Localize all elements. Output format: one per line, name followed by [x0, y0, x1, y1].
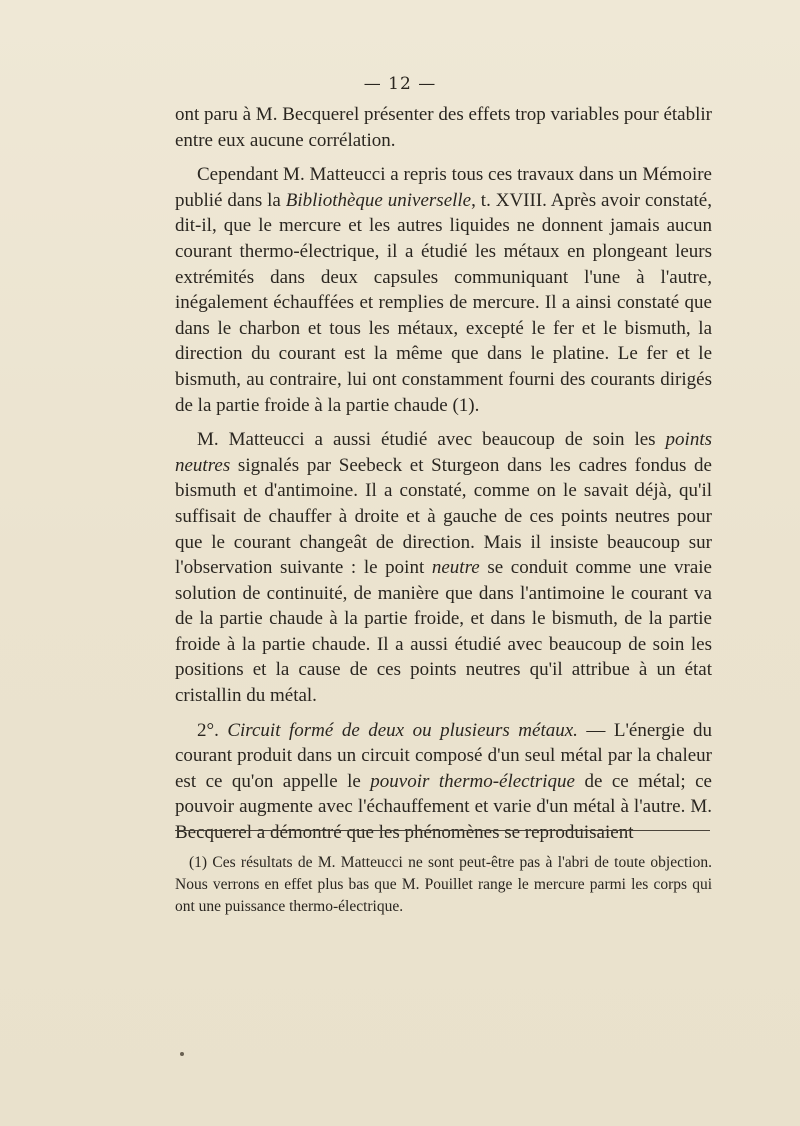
text-run: — L'énergie du courant produit dans un circuit composé d'un seul métal par la chaleur est ce qu'on appelle le [175, 719, 712, 792]
page-number: — 12 — [363, 74, 437, 94]
italic-run: pouvoir thermo-électrique [370, 770, 575, 792]
text-run: de ce métal; ce pouvoir augmente avec l'échauffement et varie d'un métal à l'autre. M. Becquerel a démontré que les phénomènes se reproduisaient [175, 770, 712, 844]
paragraph-4 [175, 718, 712, 846]
paper-speck [180, 1052, 184, 1056]
footnote-text: (1) Ces résultats de M. Matteucci ne sont peut-être pas à l'abri de toute objection. Nous verrons en effet plus bas que M. Pouillet range le mercure parmi les corps qui ont une puissance thermo-électrique. [175, 854, 712, 915]
italic-run: points neutres [175, 429, 712, 476]
paragraph-3 [175, 427, 712, 709]
italic-run: Bibliothèque universelle [285, 189, 472, 211]
italic-run: neutre [431, 557, 480, 579]
footnote [175, 852, 712, 918]
paragraph-1 [175, 102, 712, 153]
italic-run: Circuit formé de deux ou plusieurs métaux. [227, 719, 578, 741]
text-run: 2°. [197, 719, 228, 741]
text-run: signalés par Seebeck et Sturgeon dans les cadres fondus de bismuth et d'antimoine. Il a constaté, comme on le savait déjà, qu'il suffisait de chauffer à droite et à gauche de ces points neutres pour que le courant changeât de direction. Mais il insiste beaucoup sur l'observation suivante : le point [175, 454, 712, 579]
text-run: ont paru à M. Becquerel présenter des effets trop variables pour établir entre eux aucune corrélation. [175, 104, 712, 151]
footnote-rule [175, 830, 710, 831]
text-run: , t. XVIII. Après avoir constaté, dit-il, que le mercure et les autres liquides ne donnent jamais aucun courant thermo-électrique, il a étudié les métaux en plongeant leurs extrémités dans deux capsules communiquant l'une à l'autre, inégalement échauffées et remplies de mercure. Il a ainsi constaté que dans le charbon et tous les métaux, excepté le fer et le bismuth, la direction du courant est la même que dans le platine. Le fer et le bismuth, au contraire, lui ont constamment fourni des courants dirigés de la partie froide à la partie chaude (1). [175, 189, 712, 416]
text-run: se conduit comme une vraie solution de continuité, de manière que dans l'antimoine le courant va de la partie chaude à la partie froide, et dans le bismuth, de la partie froide à la partie chaude. Il a aussi étudié avec beaucoup de soin les positions et la cause de ces points neutres qu'il attribue à un état cristallin du métal. [175, 557, 712, 707]
body-text [175, 102, 712, 855]
text-run: M. Matteucci a aussi étudié avec beaucoup de soin les [197, 429, 666, 451]
paragraph-2 [175, 162, 712, 418]
text-run: Cependant M. Matteucci a repris tous ces travaux dans un Mémoire publié dans la [175, 164, 712, 211]
